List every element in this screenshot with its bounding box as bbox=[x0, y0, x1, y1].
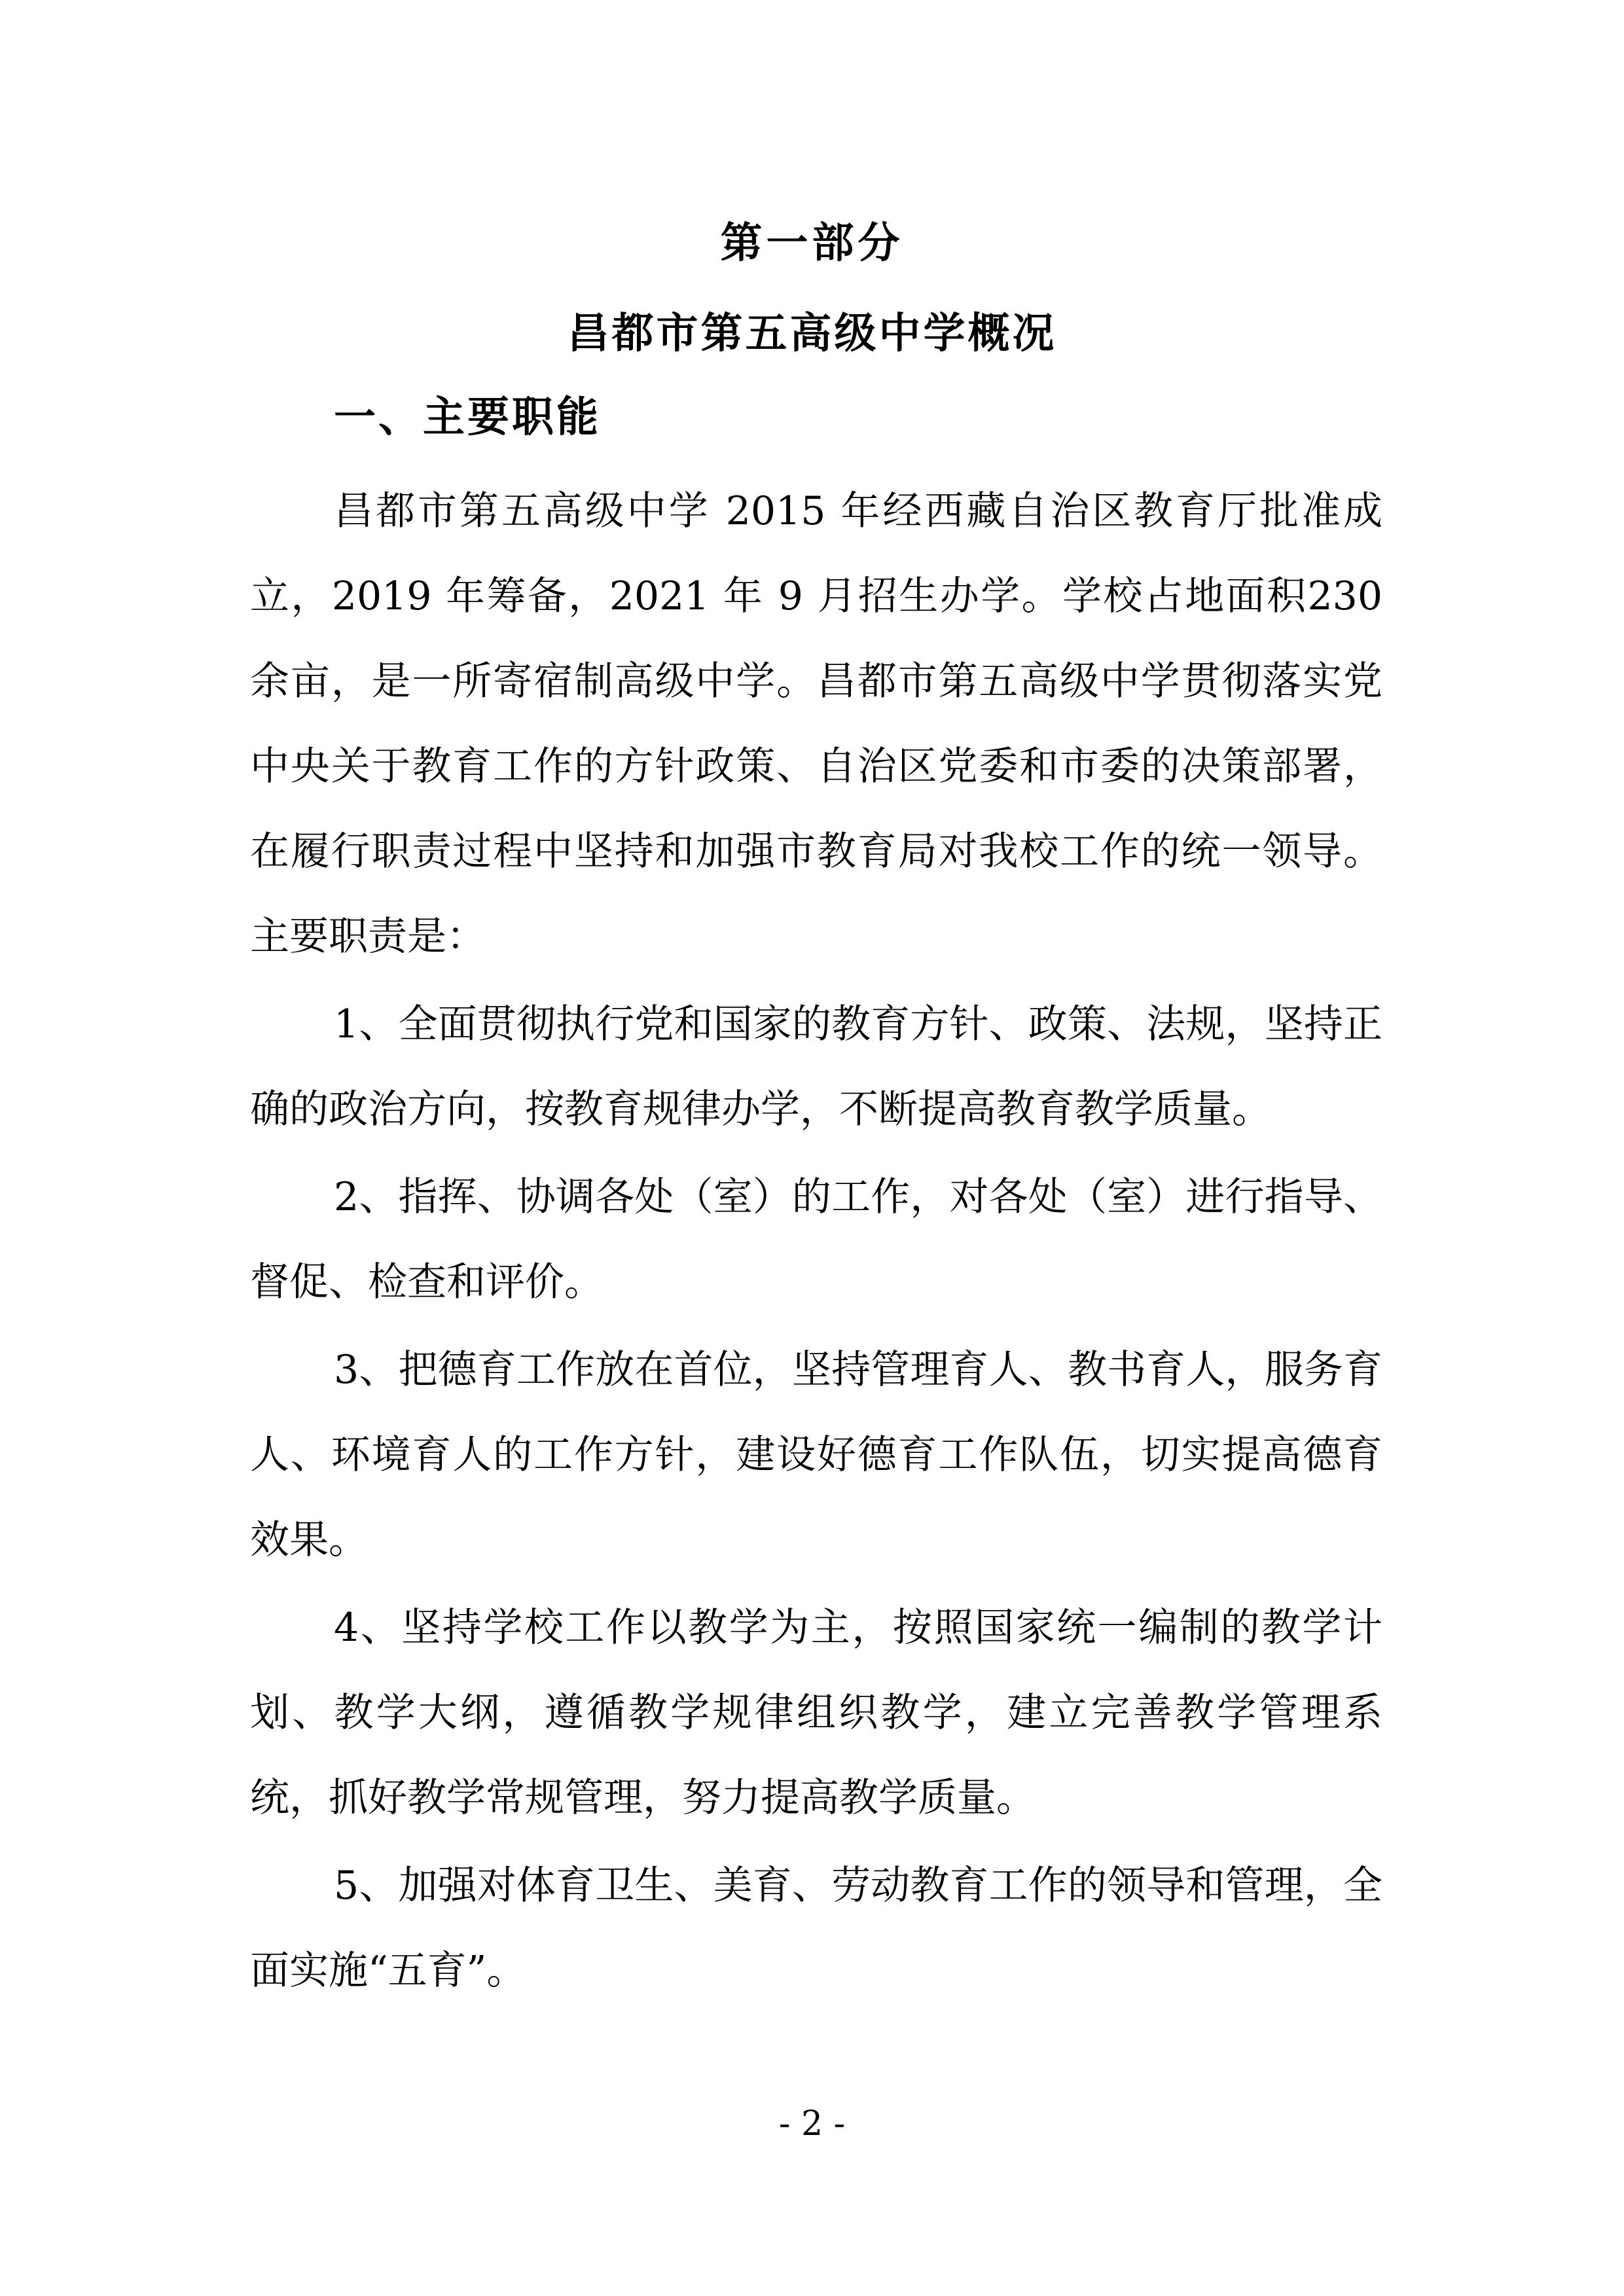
paragraph-intro: 昌都市第五高级中学 2015 年经西藏自治区教育厅批准成立，2019 年筹备，2021 年 9 月招生办学。学校占地面积230 余亩，是一所寄宿制高级中学。昌都市第五高级中学贯彻落实党中央关于教育工作的方针政策、自治区党委和市委的决策部署，在履行职责过程中坚持和加强市教育局对我校工作的统一领导。主要职责是： bbox=[250, 488, 1382, 960]
paragraph-item-3: 3、把德育工作放在首位，坚持管理育人、教书育人，服务育人、环境育人的工作方针，建设好德育工作队伍，切实提高德育效果。 bbox=[250, 1347, 1382, 1563]
paragraph-item-1: 1、全面贯彻执行党和国家的教育方针、政策、法规，坚持正确的政治方向，按教育规律办学，不断提高教育教学质量。 bbox=[250, 1001, 1382, 1132]
paragraph-item-4: 4、坚持学校工作以教学为主，按照国家统一编制的教学计划、教学大纲，遵循教学规律组织教学，建立完善教学管理系统，抓好教学常规管理，努力提高教学质量。 bbox=[250, 1605, 1382, 1821]
document-body bbox=[250, 469, 1382, 2016]
page-number: - 2 - bbox=[778, 2104, 846, 2144]
section-heading: 一、主要职能 bbox=[334, 393, 601, 442]
paragraph-item-5: 5、加强对体育卫生、美育、劳动教育工作的领导和管理，全面实施“五育”。 bbox=[250, 1863, 1382, 1994]
paragraph-item-2: 2、指挥、协调各处（室）的工作，对各处（室）进行指导、督促、检查和评价。 bbox=[250, 1174, 1382, 1305]
document-title: 昌都市第五高级中学概况 bbox=[567, 310, 1057, 358]
part-title: 第一部分 bbox=[720, 219, 904, 268]
